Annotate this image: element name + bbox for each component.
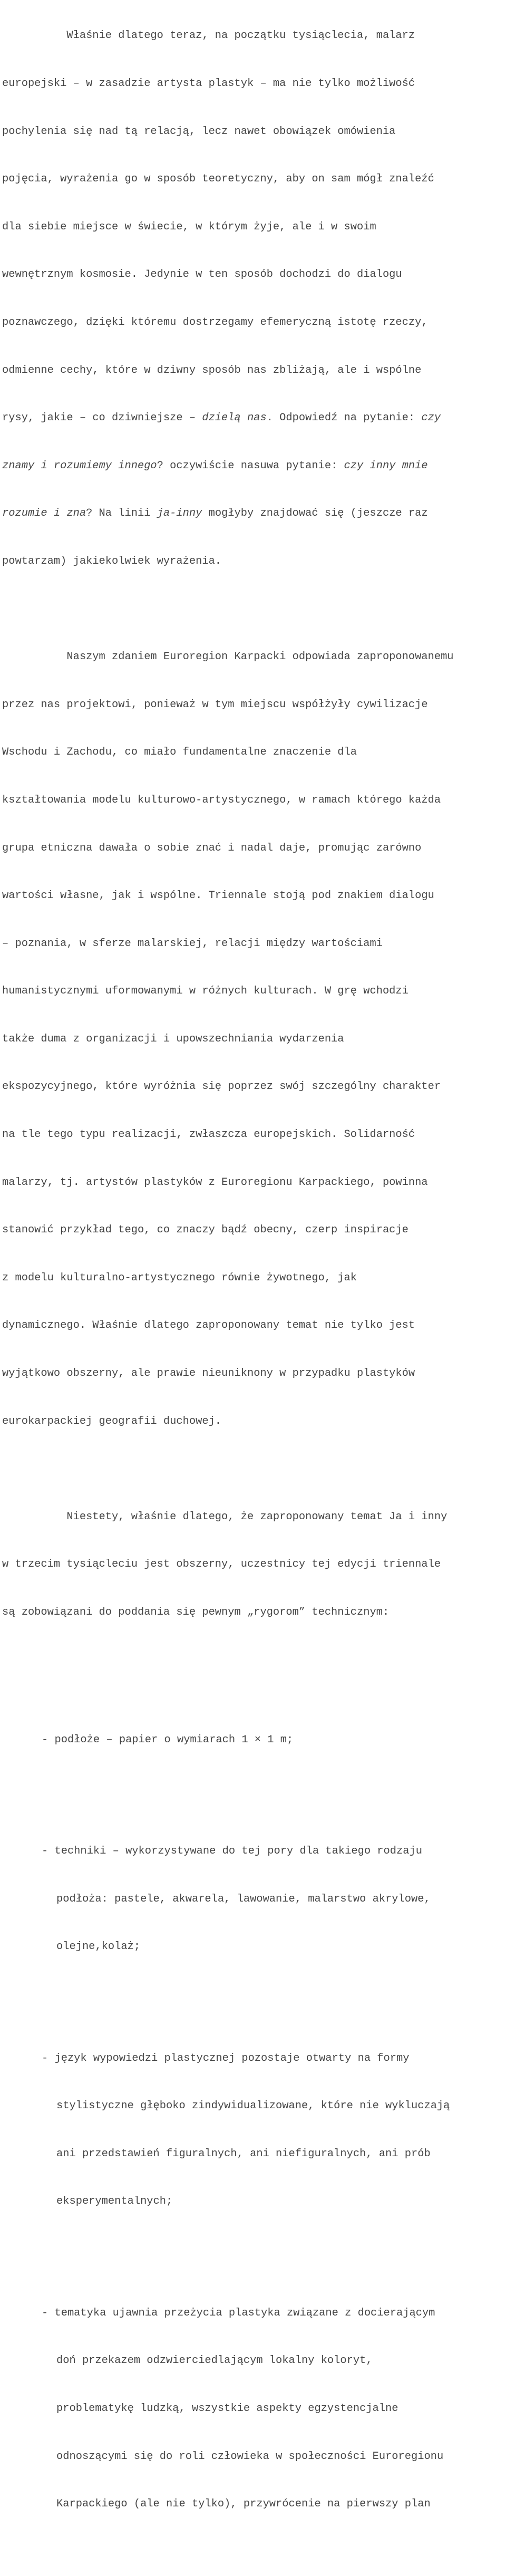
text-line: Niestety, właśnie dlatego, że zaproponowany temat Ja i inny [2,1510,447,1523]
list-item [42,2273,506,2544]
list-item-continuation: doń przekazem odzwierciedlającym lokalny koloryt, [56,2355,373,2367]
text-line [2,458,506,474]
text-line: wartości własne, jak i wspólne. Triennale stoją pod znakiem dialogu [2,890,434,902]
text-line [2,410,506,426]
italic-segment: ja-inny [157,507,202,520]
text-segment: rysy, jakie – co dziwniejsze – [2,412,202,424]
italic-segment: znamy i rozumiemy innego [2,459,157,472]
text-line: powtarzam) jakiekolwiek wyrażenia. [2,555,222,567]
text-line: pojęcia, wyrażenia go w sposób teoretyczny, aby on sam mógł znaleźć [2,173,434,186]
text-line: są zobowiązani do poddania się pewnym „rygorom” technicznym: [2,1606,390,1618]
text-line: Wschodu i Zachodu, co miało fundamentalne znaczenie dla [2,746,357,759]
text-line: Naszym zdaniem Euroregion Karpacki odpowiada zaproponowanemu [2,651,454,663]
italic-segment: czy [421,412,441,424]
text-line: humanistycznymi uformowanymi w różnych kulturach. W grę wchodzi [2,985,408,998]
text-line: odmienne cechy, które w dziwny sposób nas zbliżają, ale i wspólne [2,364,422,377]
text-line: Właśnie dlatego teraz, na początku tysiąclecia, malarz [2,30,415,42]
text-line [2,506,506,522]
text-line: dynamicznego. Właśnie dlatego zaproponowany temat nie tylko jest [2,1319,415,1332]
list-item-first-line: - techniki – wykorzystywane do tej pory dla takiego rodzaju [42,1845,422,1857]
list-item-first-line: - język wypowiedzi plastycznej pozostaje otwarty na formy [42,2052,410,2064]
list-item-continuation: podłoża: pastele, akwarela, lawowanie, malarstwo akrylowe, [56,1893,431,1905]
list-item [42,1700,506,1780]
text-line: stanowić przykład tego, co znaczy bądź obecny, czerp inspiracje [2,1224,408,1237]
text-line: przez nas projektowi, ponieważ w tym miejscu współżyły cywilizacje [2,698,428,711]
paragraph-3 [2,1477,506,1652]
text-line: w trzecim tysiącleciu jest obszerny, uczestnicy tej edycji triennale [2,1558,441,1571]
text-line: pochylenia się nad tą relacją, lecz nawet obowiązek omówienia [2,125,396,138]
text-line: kształtowania modelu kulturowo-artystycznego, w ramach którego każda [2,794,441,806]
text-line: eurokarpackiej geografii duchowej. [2,1415,222,1427]
text-line: malarzy, tj. artystów plastyków z Euroregionu Karpackiego, powinna [2,1176,428,1189]
list-item [42,2019,506,2242]
text-line: wyjątkowo obszerny, ale prawie nieuniknony w przypadku plastyków [2,1367,415,1380]
text-line: na tle tego typu realizacji, zwłaszcza europejskich. Solidarność [2,1128,415,1141]
list-item-first-line: - tematyka ujawnia przeżycia plastyka związane z docierającym [42,2307,435,2319]
requirements-list [2,1668,506,2576]
text-line: europejski – w zasadzie artysta plastyk – ma nie tylko możliwość [2,78,415,90]
text-line: z modelu kulturalno-artystycznego równie żywotnego, jak [2,1271,357,1284]
italic-segment: rozumie i zna [2,507,86,520]
text-line: dla siebie miejsce w świecie, w którym żyje, ale i w swoim [2,220,376,233]
text-segment: mogłyby znajdować się (jeszcze raz [202,507,428,520]
list-item-continuation: problematykę ludzką, wszystkie aspekty egzystencjalne [56,2402,398,2415]
text-line: grupa etniczna dawała o sobie znać i nadal daje, promując zarówno [2,842,422,854]
text-line: poznawczego, dzięki któremu dostrzegamy efemeryczną istotę rzeczy, [2,316,428,329]
list-item-continuation: ani przedstawień figuralnych, ani niefiguralnych, ani prób [56,2147,431,2160]
italic-segment: czy inny mnie [344,459,428,472]
text-line: ekspozycyjnego, które wyróżnia się poprzez swój szczególny charakter [2,1080,441,1093]
list-item-continuation: stylistyczne głęboko zindywidualizowane, które nie wykluczają [56,2100,450,2112]
list-item-continuation: odnoszącymi się do roli człowieka w społeczności Euroregionu [56,2450,444,2463]
list-item-continuation: olejne,kolaż; [56,1941,141,1953]
list-item-first-line: - podłoże – papier o wymiarach 1 × 1 m; [42,1733,294,1746]
paragraph-2 [2,618,506,1462]
list-item-continuation: eksperymentalnych; [56,2195,173,2208]
document-page [2,0,506,2576]
italic-segment: dzielą nas [202,412,267,424]
text-line: także duma z organizacji i upowszechniania wydarzenia [2,1033,344,1045]
text-line: wewnętrznym kosmosie. Jedynie w ten sposób dochodzi do dialogu [2,268,402,281]
list-item-continuation: Karpackiego (ale nie tylko), przywrócenie na pierwszy plan [56,2498,431,2511]
text-segment: ? oczywiście nasuwa pytanie: [157,459,344,472]
list-item [42,1812,506,1987]
text-segment: . Odpowiedź na pytanie: [266,412,422,424]
paragraph-1 [2,0,506,602]
text-segment: ? Na linii [86,507,157,520]
text-line: – poznania, w sferze malarskiej, relacji między wartościami [2,937,383,950]
